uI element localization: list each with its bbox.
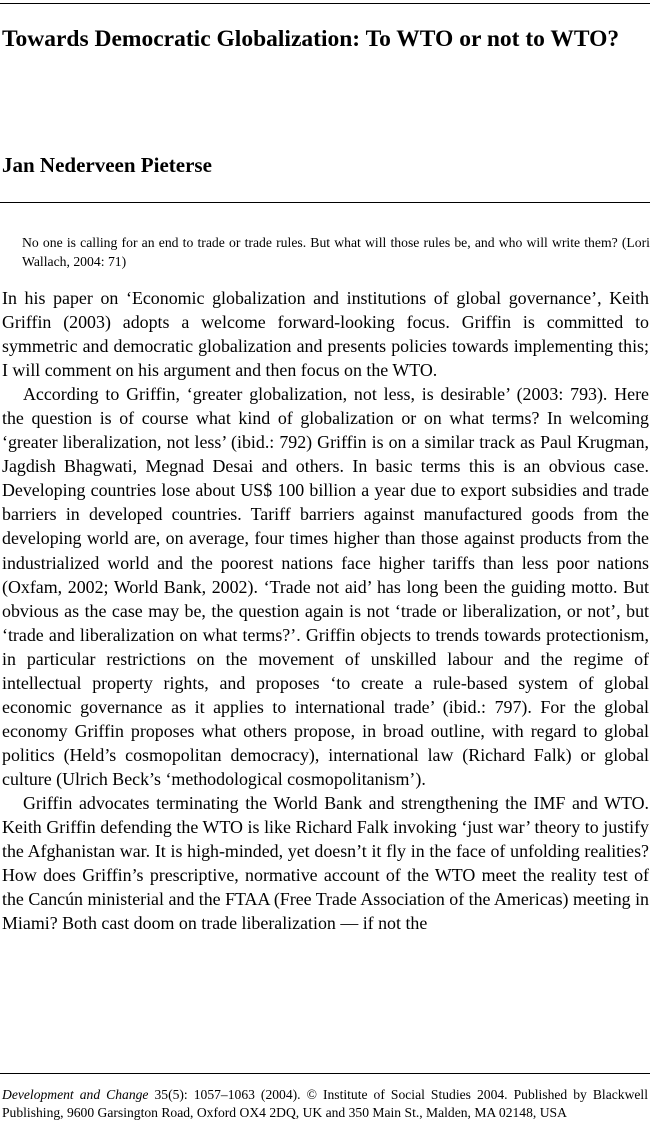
header-divider [0, 202, 650, 203]
top-rule [0, 3, 650, 4]
body-paragraph: According to Griffin, ‘greater globalization, not less, is desirable’ (2003: 793). Here the question is of course what kind of globalization or on what terms? In welcoming ‘greater liberalization, not less’ (ibid.: 792) Griffin is on a similar track as Paul Krugman, Jagdish Bhagwati, Megnad Desai and others. In basic terms this is an obvious case. Developing countries lose about US$ 100 billion a year due to export subsidies and trade barriers in developed countries. Tariff barriers against manufactured goods from the developing world are, on average, four times higher than those against products from the industrialized world and the poorest nations face higher tariffs than less poor nations (Oxfam, 2002; World Bank, 2002). ‘Trade not aid’ has long been the guiding motto. But obvious as the case may be, the question again is not ‘trade or liberalization, or not’, but ‘trade and liberalization on what terms?’. Griffin objects to trends towards protectionism, in particular restrictions on the movement of unskilled labour and the regime of intellectual property rights, and proposes ‘to create a rule-based system of global economic governance as it applies to international trade’ (ibid.: 797). For the global economy Griffin proposes what others propose, in broad outline, with regard to global politics (Held’s cosmopolitan democracy), international law (Richard Falk) or global culture (Ulrich Beck’s ‘methodological cosmopolitanism’). [2, 384, 649, 789]
publication-footer [2, 1086, 648, 1122]
body-paragraph: In his paper on ‘Economic globalization and institutions of global governance’, Keith Griffin (2003) adopts a welcome forward-looking focus. Griffin is committed to symmetric and democratic globalization and presents policies towards implementing this; I will comment on his argument and then focus on the WTO. [2, 288, 649, 381]
article-body [2, 286, 649, 935]
article-title: Towards Democratic Globalization: To WTO or not to WTO? [2, 26, 620, 52]
citation-details: 35(5): 1057–1063 (2004). © Institute of Social Studies 2004. Published by Blackwell Publishing, 9600 Garsington Road, Oxford OX4 2DQ, UK and 350 Main St., Malden, MA 02148, USA [2, 1087, 648, 1120]
footer-divider [0, 1073, 650, 1074]
journal-name: Development and Change [2, 1087, 149, 1102]
body-paragraph: Griffin advocates terminating the World Bank and strengthening the IMF and WTO. Keith Griffin defending the WTO is like Richard Falk invoking ‘just war’ theory to justify the Afghanistan war. It is high-minded, yet doesn’t it fly in the face of unfolding realities? How does Griffin’s prescriptive, normative account of the WTO meet the reality test of the Cancún ministerial and the FTAA (Free Trade Association of the Americas) meeting in Miami? Both cast doom on trade liberalization — if not the [2, 792, 649, 934]
author-name: Jan Nederveen Pieterse [2, 153, 212, 177]
epigraph-quote: No one is calling for an end to trade or trade rules. But what will those rules be, and who will write them? (Lori Wallach, 2004: 71) [22, 235, 650, 269]
